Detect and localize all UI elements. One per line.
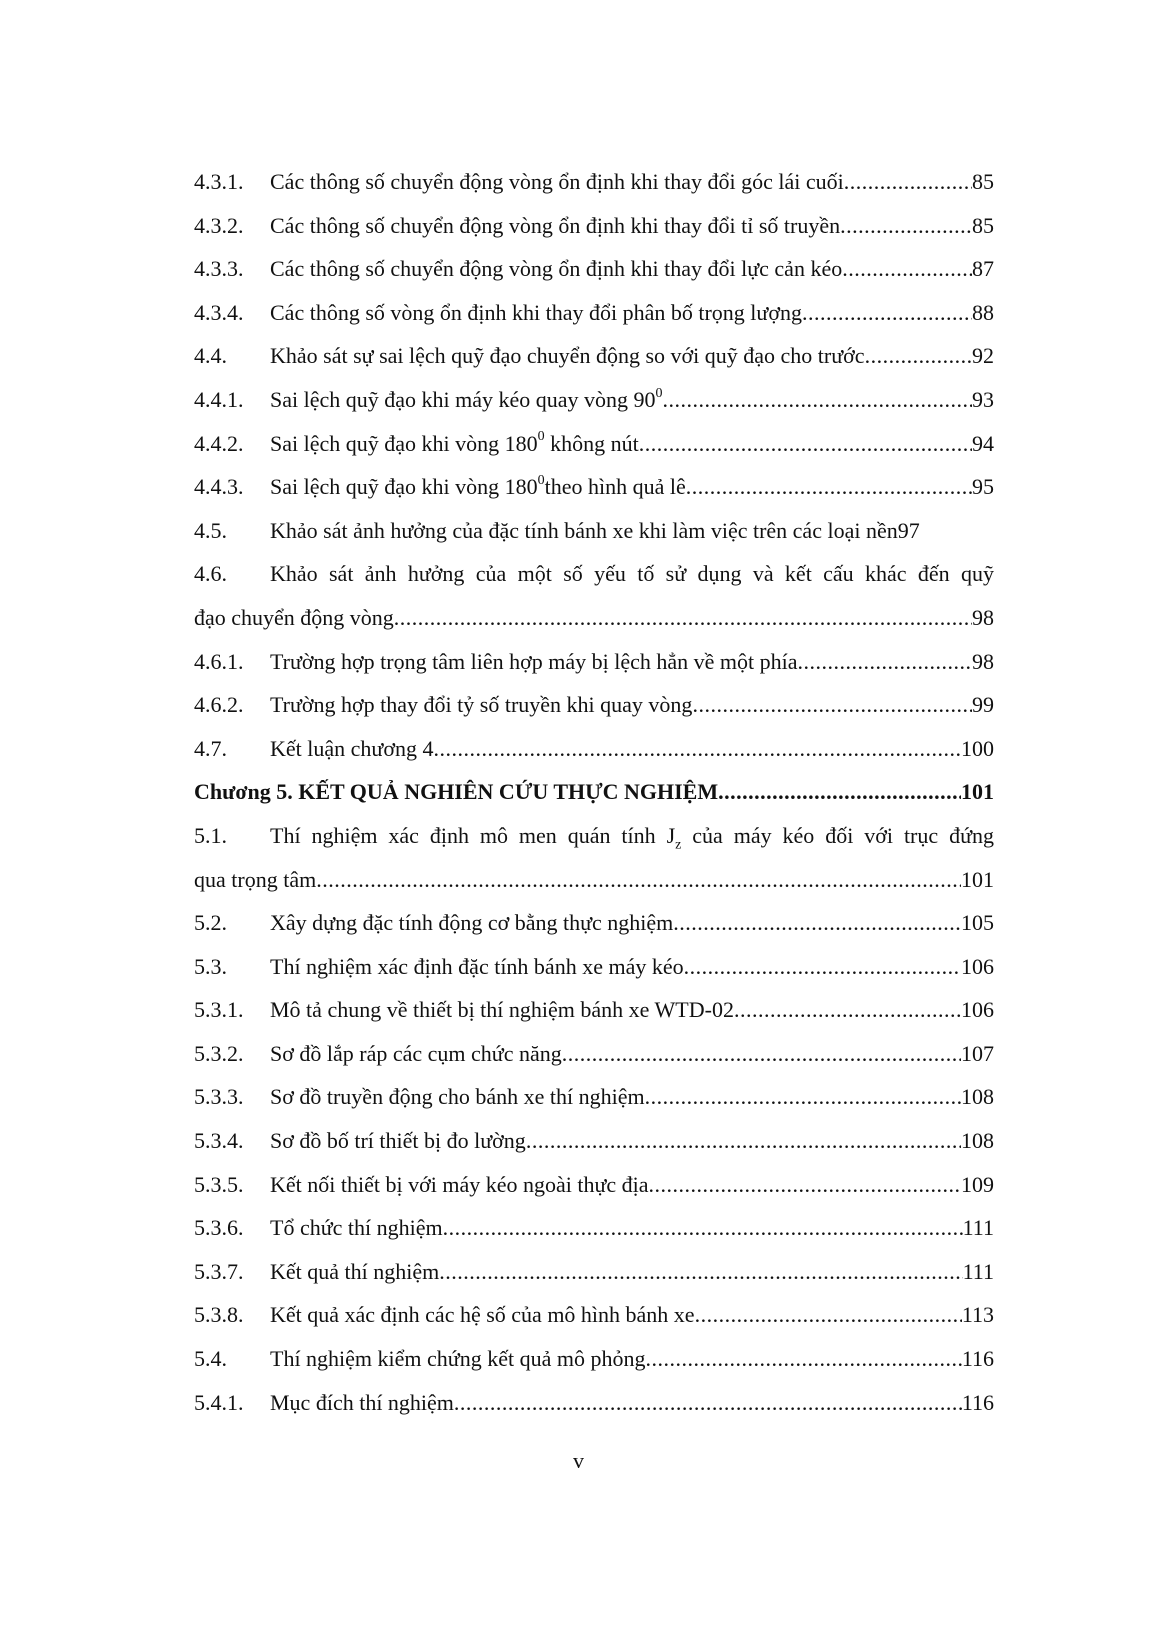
- toc-entry[interactable]: [194, 1075, 994, 1119]
- toc-entry[interactable]: [194, 1250, 994, 1294]
- toc-title-sup: 0: [537, 472, 545, 488]
- toc-number: 4.3.2.: [194, 212, 244, 238]
- toc-page: 99: [972, 692, 994, 718]
- toc-leader: [639, 422, 972, 466]
- toc-number: 5.3.1.: [194, 997, 244, 1023]
- toc-title: Mô tả chung về thiết bị thí nghiệm bánh xe WTD-02: [270, 997, 734, 1023]
- toc-leader: [443, 1206, 963, 1250]
- toc-entry[interactable]: [194, 247, 994, 291]
- toc-title: Các thông số chuyển động vòng ổn định khi thay đổi lực cản kéo: [270, 256, 843, 282]
- toc-page: 95: [972, 474, 994, 500]
- toc-title: Trường hợp trọng tâm liên hợp máy bị lệch hẳn về một phía: [270, 648, 798, 674]
- toc-entry[interactable]: [194, 683, 994, 727]
- toc-title: Mục đích thí nghiệm: [270, 1389, 454, 1415]
- toc-entry[interactable]: [194, 465, 994, 509]
- toc-title: [270, 422, 639, 466]
- toc-leader: [433, 727, 961, 771]
- toc-chapter-entry[interactable]: [194, 770, 994, 814]
- toc-number: 5.3.: [194, 953, 227, 979]
- toc-number: 4.3.3.: [194, 256, 244, 282]
- toc-title: [270, 378, 663, 422]
- toc-entry[interactable]: [194, 552, 994, 596]
- toc-entry[interactable]: [194, 814, 994, 858]
- toc-title: Kết quả thí nghiệm: [270, 1258, 440, 1284]
- toc-entry[interactable]: [194, 378, 994, 422]
- toc-number: 5.3.6.: [194, 1215, 244, 1241]
- toc-entry[interactable]: [194, 422, 994, 466]
- toc-page: 111: [962, 1258, 994, 1284]
- toc-number: 5.3.4.: [194, 1128, 244, 1154]
- toc-page: 111: [962, 1215, 994, 1241]
- toc-number: 5.4.: [194, 1346, 227, 1372]
- toc-title: Sơ đồ bố trí thiết bị đo lường: [270, 1128, 526, 1154]
- toc-title: Thí nghiệm kiểm chứng kết quả mô phỏng: [270, 1346, 646, 1372]
- toc-number: 4.6.2.: [194, 692, 244, 718]
- toc-title: Khảo sát ảnh hưởng của một số yếu tố sử dụng và kết cấu khác đến quỹ: [270, 561, 994, 587]
- toc-leader: [798, 640, 973, 684]
- toc-title-text: Sai lệch quỹ đạo khi máy kéo quay vòng 90: [270, 386, 656, 412]
- toc-title: Các thông số chuyển động vòng ổn định khi thay đổi góc lái cuối: [270, 169, 844, 194]
- toc-title: [270, 814, 994, 858]
- toc-leader: [692, 683, 972, 727]
- toc-page: 93: [972, 386, 994, 412]
- toc-leader: [840, 204, 972, 248]
- toc-page: 94: [972, 430, 994, 456]
- toc-page: 85: [972, 169, 994, 194]
- toc-leader: [526, 1119, 961, 1163]
- toc-number: 5.3.8.: [194, 1302, 244, 1328]
- toc-leader: [649, 1163, 961, 1207]
- toc-leader: [865, 334, 972, 378]
- toc-entry[interactable]: [194, 1163, 994, 1207]
- toc-number: 5.3.5.: [194, 1171, 244, 1197]
- toc-page: 87: [972, 256, 994, 282]
- toc-title: Tổ chức thí nghiệm: [270, 1215, 443, 1241]
- toc-page: 108: [961, 1084, 994, 1110]
- toc-entry[interactable]: [194, 1381, 994, 1425]
- toc-number: 4.3.1.: [194, 169, 244, 194]
- toc-leader: [316, 858, 961, 902]
- toc-page: 97: [897, 517, 920, 543]
- toc-leader: [686, 465, 972, 509]
- toc-entry-continuation[interactable]: [194, 596, 994, 640]
- toc-leader: [663, 378, 972, 422]
- toc-entry[interactable]: [194, 988, 994, 1032]
- toc-entry[interactable]: [194, 204, 994, 248]
- toc-leader: [842, 247, 972, 291]
- toc-leader: [454, 1381, 962, 1425]
- toc-title: qua trọng tâm: [194, 866, 317, 892]
- toc-page: 113: [961, 1302, 994, 1328]
- toc-title: Trường hợp thay đổi tỷ số truyền khi quay vòng: [270, 692, 693, 718]
- toc-entry[interactable]: [194, 945, 994, 989]
- toc-page: 116: [961, 1389, 994, 1415]
- toc-leader: [684, 945, 961, 989]
- page-number: v: [573, 1448, 584, 1473]
- toc-number: 5.4.1.: [194, 1389, 244, 1415]
- toc-title-sup: 0: [655, 385, 663, 401]
- toc-number: 4.7.: [194, 735, 227, 761]
- toc-leader: [802, 291, 972, 335]
- toc-number: 5.1.: [194, 822, 227, 848]
- toc-title: Xây dựng đặc tính động cơ bằng thực nghiệm: [270, 910, 674, 936]
- toc-title: Thí nghiệm xác định đặc tính bánh xe máy kéo: [270, 953, 684, 979]
- toc-number: 4.4.2.: [194, 430, 244, 456]
- toc-leader: [844, 160, 972, 204]
- toc-number: 4.5.: [194, 517, 227, 543]
- toc-page: 85: [972, 212, 994, 238]
- toc-number: 5.3.7.: [194, 1258, 244, 1284]
- toc-entry[interactable]: [194, 1206, 994, 1250]
- toc-title-text: Sai lệch quỹ đạo khi vòng 180: [270, 430, 538, 456]
- toc-entry[interactable]: [194, 1293, 994, 1337]
- toc-leader: [695, 1293, 962, 1337]
- toc-title: Các thông số vòng ổn định khi thay đổi phân bố trọng lượng: [270, 299, 802, 325]
- toc-title: đạo chuyển động vòng: [194, 604, 394, 630]
- toc-entry[interactable]: [194, 727, 994, 771]
- toc-page: 105: [961, 910, 994, 936]
- toc-page: 101: [961, 866, 994, 892]
- toc-leader: [645, 1337, 961, 1381]
- table-of-contents: [194, 160, 994, 1424]
- toc-number: 4.6.: [194, 561, 227, 587]
- toc-entry[interactable]: [194, 334, 994, 378]
- toc-leader: [562, 1032, 961, 1076]
- toc-page: 106: [961, 953, 994, 979]
- toc-title-text: không nút: [544, 430, 639, 456]
- toc-page: 88: [972, 299, 994, 325]
- toc-number: 5.3.3.: [194, 1084, 244, 1110]
- toc-entry-continuation[interactable]: [194, 858, 994, 902]
- toc-title-text: Sai lệch quỹ đạo khi vòng 180: [270, 474, 538, 500]
- toc-leader: [718, 770, 961, 814]
- toc-number: 4.4.3.: [194, 474, 244, 500]
- toc-page: 101: [961, 779, 994, 805]
- toc-page: 116: [961, 1346, 994, 1372]
- toc-leader: [394, 596, 972, 640]
- toc-number: 4.4.: [194, 343, 227, 369]
- toc-page: 106: [961, 997, 994, 1023]
- toc-entry[interactable]: [194, 160, 994, 204]
- toc-page: 98: [972, 604, 994, 630]
- toc-title-text: của máy kéo đối với trục đứng: [681, 822, 994, 848]
- toc-title: [270, 465, 686, 509]
- toc-number: 5.3.2.: [194, 1040, 244, 1066]
- toc-entry[interactable]: [194, 1119, 994, 1163]
- toc-entry[interactable]: [194, 640, 994, 684]
- toc-page: 92: [972, 343, 994, 369]
- toc-entry[interactable]: [194, 509, 994, 553]
- toc-leader: [734, 988, 961, 1032]
- toc-page: 107: [961, 1040, 994, 1066]
- toc-entry[interactable]: [194, 901, 994, 945]
- toc-title: Sơ đồ truyền động cho bánh xe thí nghiệm: [270, 1084, 645, 1110]
- toc-page: 109: [961, 1171, 994, 1197]
- toc-title: Các thông số chuyển động vòng ổn định khi thay đổi tỉ số truyền: [270, 212, 841, 238]
- toc-number: 4.4.1.: [194, 386, 244, 412]
- toc-title-sup: 0: [537, 429, 545, 445]
- toc-leader: [673, 901, 961, 945]
- toc-page: 100: [961, 735, 994, 761]
- toc-title-sub: z: [675, 837, 682, 853]
- toc-title-text: theo hình quả lê: [544, 474, 686, 500]
- toc-page: 98: [972, 648, 994, 674]
- toc-title: Khảo sát ảnh hưởng của đặc tính bánh xe khi làm việc trên các loại nền: [270, 517, 898, 543]
- toc-entry[interactable]: [194, 1032, 994, 1076]
- toc-number: 4.6.1.: [194, 648, 244, 674]
- toc-title: Khảo sát sự sai lệch quỹ đạo chuyển động so với quỹ đạo cho trước: [270, 343, 865, 369]
- toc-leader: [439, 1250, 962, 1294]
- toc-number: 5.2.: [194, 910, 227, 936]
- toc-page: 108: [961, 1128, 994, 1154]
- toc-chapter-title: Chương 5. KẾT QUẢ NGHIÊN CỨU THỰC NGHIỆM: [194, 779, 719, 805]
- toc-leader: [645, 1075, 961, 1119]
- toc-number: 4.3.4.: [194, 299, 244, 325]
- toc-title: Kết luận chương 4: [270, 735, 434, 761]
- toc-title: Sơ đồ lắp ráp các cụm chức năng: [270, 1040, 562, 1066]
- toc-entry[interactable]: [194, 1337, 994, 1381]
- toc-title-text: Thí nghiệm xác định mô men quán tính J: [270, 822, 676, 848]
- toc-entry[interactable]: [194, 291, 994, 335]
- toc-title: Kết quả xác định các hệ số của mô hình bánh xe: [270, 1302, 695, 1328]
- toc-title: Kết nối thiết bị với máy kéo ngoài thực địa: [270, 1171, 649, 1197]
